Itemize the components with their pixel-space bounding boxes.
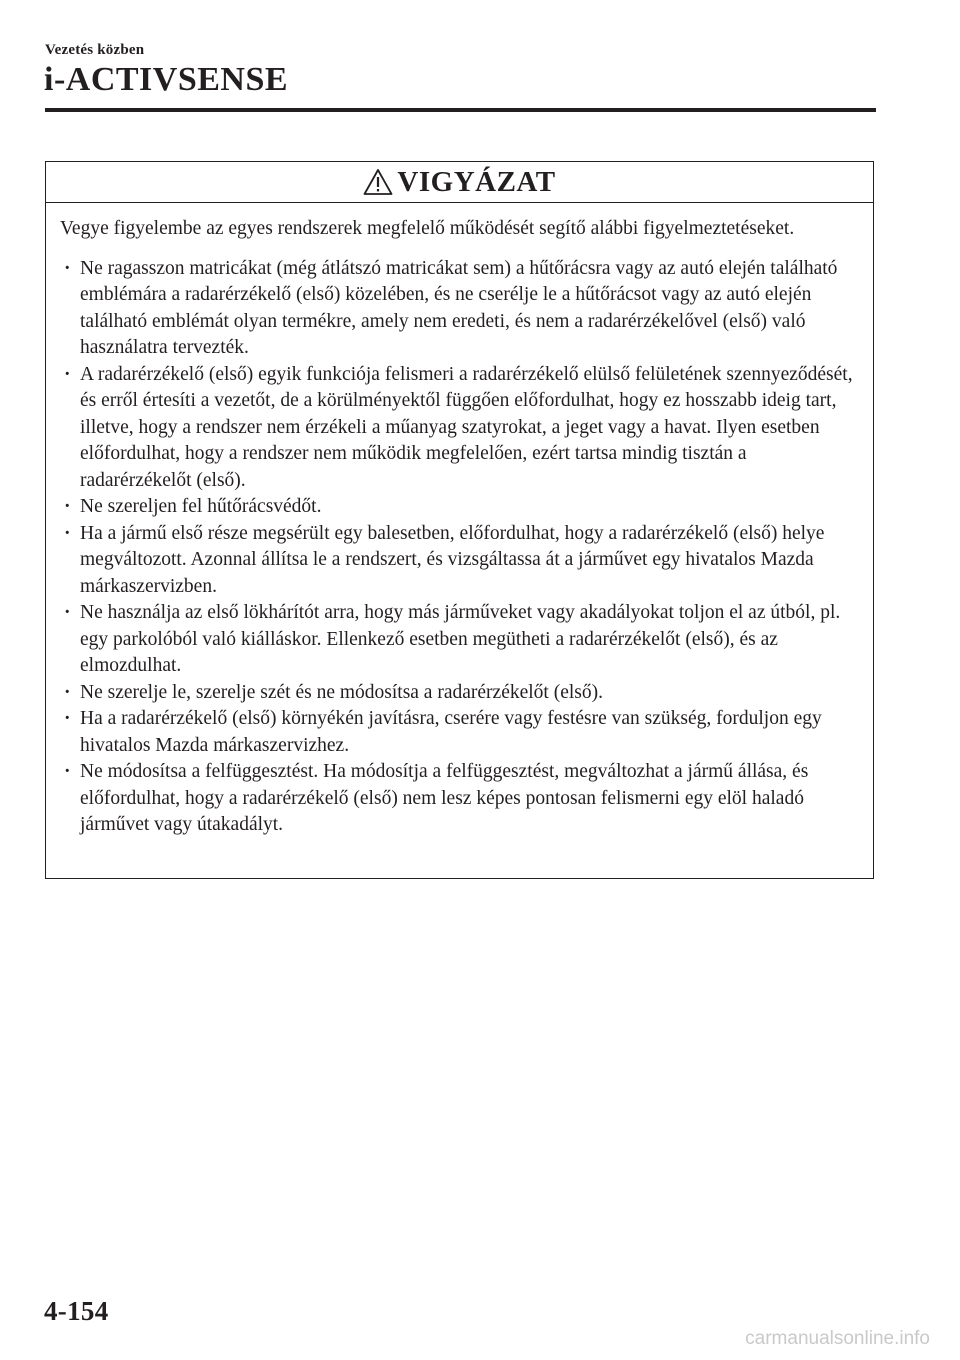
warning-triangle-icon	[363, 168, 393, 196]
page-title: i-ACTIVSENSE	[44, 61, 289, 98]
warning-intro: Vegye figyelembe az egyes rendszerek megfelelő működését segítő alábbi figyelmeztetéseket.	[60, 218, 795, 239]
list-item	[60, 680, 858, 707]
warning-box	[45, 161, 874, 879]
list-item-text: Ne ragasszon matricákat (még átlátszó matricákat sem) a hűtőrácsra vagy az autó elején található emblémára a radarérzékelő (első) közelében, és ne cserélje le a hűtőrácsot vagy az autó elején található emblémát olyan termékre, amely nem eredeti, és nem a radarérzékelővel (első) való használatra tervezték.	[80, 257, 838, 358]
bullet-dot: ·	[64, 363, 71, 385]
warning-list	[60, 256, 858, 839]
warning-body	[46, 203, 873, 839]
list-item-text: Ha a radarérzékelő (első) környékén javításra, cserére vagy festésre van szükség, forduljon egy hivatalos Mazda márkaszervizhez.	[80, 708, 822, 756]
bullet-dot: ·	[64, 522, 71, 544]
bullet-dot: ·	[64, 761, 71, 782]
list-item-text: Ne módosítsa a felfüggesztést. Ha módosítja a felfüggesztést, megváltozhat a jármű állása, és előfordulhat, hogy a radarérzékelő (első) nem lesz képes pontosan felismerni egy elöl haladó járművet vagy útakadályt.	[80, 761, 809, 835]
bullet-dot: ·	[64, 257, 71, 279]
list-item	[60, 521, 858, 601]
page-number: 4-154	[44, 1296, 109, 1326]
list-item	[60, 256, 858, 362]
bullet-dot: ·	[64, 602, 71, 623]
list-item	[60, 706, 858, 759]
list-item	[60, 600, 858, 680]
section-heading: Vezetés közben	[45, 42, 145, 58]
list-item-text: Ne szereljen fel hűtőrácsvédőt.	[80, 496, 322, 517]
list-item-text: A radarérzékelő (első) egyik funkciója felismeri a radarérzékelő elülső felületének szennyeződését, és erről értesíti a vezetőt, de a körülményektől függően előfordulhat, hogy ez hosszabb ideig tart, illetve, hogy a rendszer nem érzékeli a műanyag szatyrokat, a jeget vagy a havat. Ilyen esetben előfordulhat, hogy a rendszer nem működik megfelelően, ezért tartsa mindig tisztán a radarérzékelőt (első).	[80, 363, 853, 491]
warning-title: VIGYÁZAT	[397, 166, 556, 198]
list-item	[60, 759, 858, 839]
list-item-text: Ha a jármű első része megsérült egy balesetben, előfordulhat, hogy a radarérzékelő (első) helye megváltozott. Azonnal állítsa le a rendszert, és vizsgáltassa át a járművet egy hivatalos Mazda márkaszervizben.	[80, 522, 825, 597]
bullet-dot: ·	[64, 496, 71, 517]
list-item	[60, 494, 858, 521]
watermark: carmanualsonline.info	[745, 1328, 930, 1349]
bullet-dot: ·	[64, 681, 71, 703]
list-item-text: Ne használja az első lökhárítót arra, hogy más járműveket vagy akadályokat toljon el az útból, pl. egy parkolóból való kiálláskor. Ellenkező esetben megütheti a radarérzékelőt (első), és az elmozdulhat.	[80, 602, 841, 676]
warning-header	[46, 162, 873, 203]
bullet-dot: ·	[64, 708, 71, 729]
list-item-text: Ne szerelje le, szerelje szét és ne módosítsa a radarérzékelőt (első).	[80, 681, 603, 703]
list-item	[60, 362, 858, 495]
header-divider	[45, 108, 876, 112]
